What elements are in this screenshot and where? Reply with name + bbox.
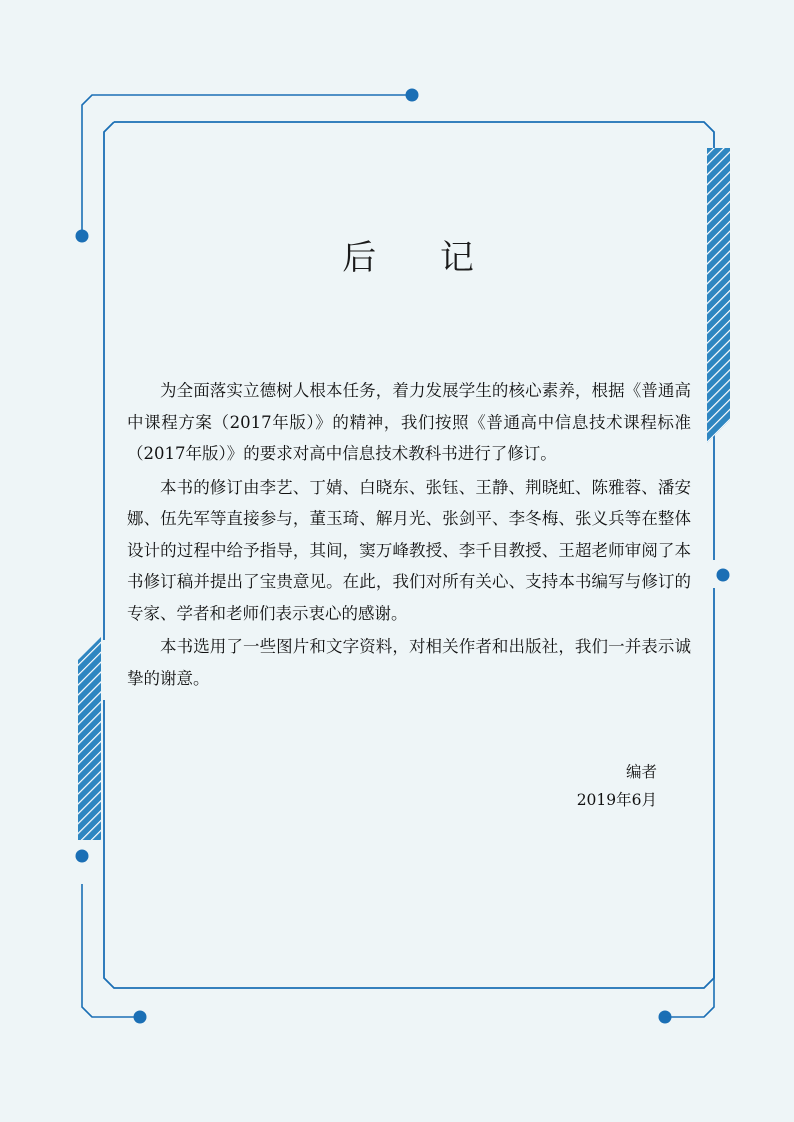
- document-content: [105, 120, 713, 990]
- paragraph-3: 本书选用了一些图片和文字资料，对相关作者和出版社，我们一并表示诚挚的谢意。: [127, 637, 691, 688]
- signature-date: 2019年6月: [576, 791, 657, 809]
- page-title: [105, 230, 713, 279]
- signature-author: 编者: [625, 763, 657, 781]
- signature-block: [105, 758, 713, 814]
- page-title-char-2: 记: [439, 238, 476, 278]
- page-title-char-1: 后: [342, 238, 379, 278]
- paragraph-1: 为全面落实立德树人根本任务，着力发展学生的核心素养，根据《普通高中课程方案（2017年版）》的精神，我们按照《普通高中信息技术课程标准（2017年版）》的要求对高中信息技术教科书进行了修订。: [127, 381, 691, 463]
- body-text: [105, 375, 713, 694]
- paragraph-2: 本书的修订由李艺、丁婧、白晓东、张钰、王静、荆晓虹、陈雅蓉、潘安娜、伍先军等直接参与，董玉琦、解月光、张剑平、李冬梅、张义兵等在整体设计的过程中给予指导，其间，窦万峰教授、李千目教授、王超老师审阅了本书修订稿并提出了宝贵意见。在此，我们对所有关心、支持本书编写与修订的专家、学者和老师们表示衷心的感谢。: [127, 477, 691, 623]
